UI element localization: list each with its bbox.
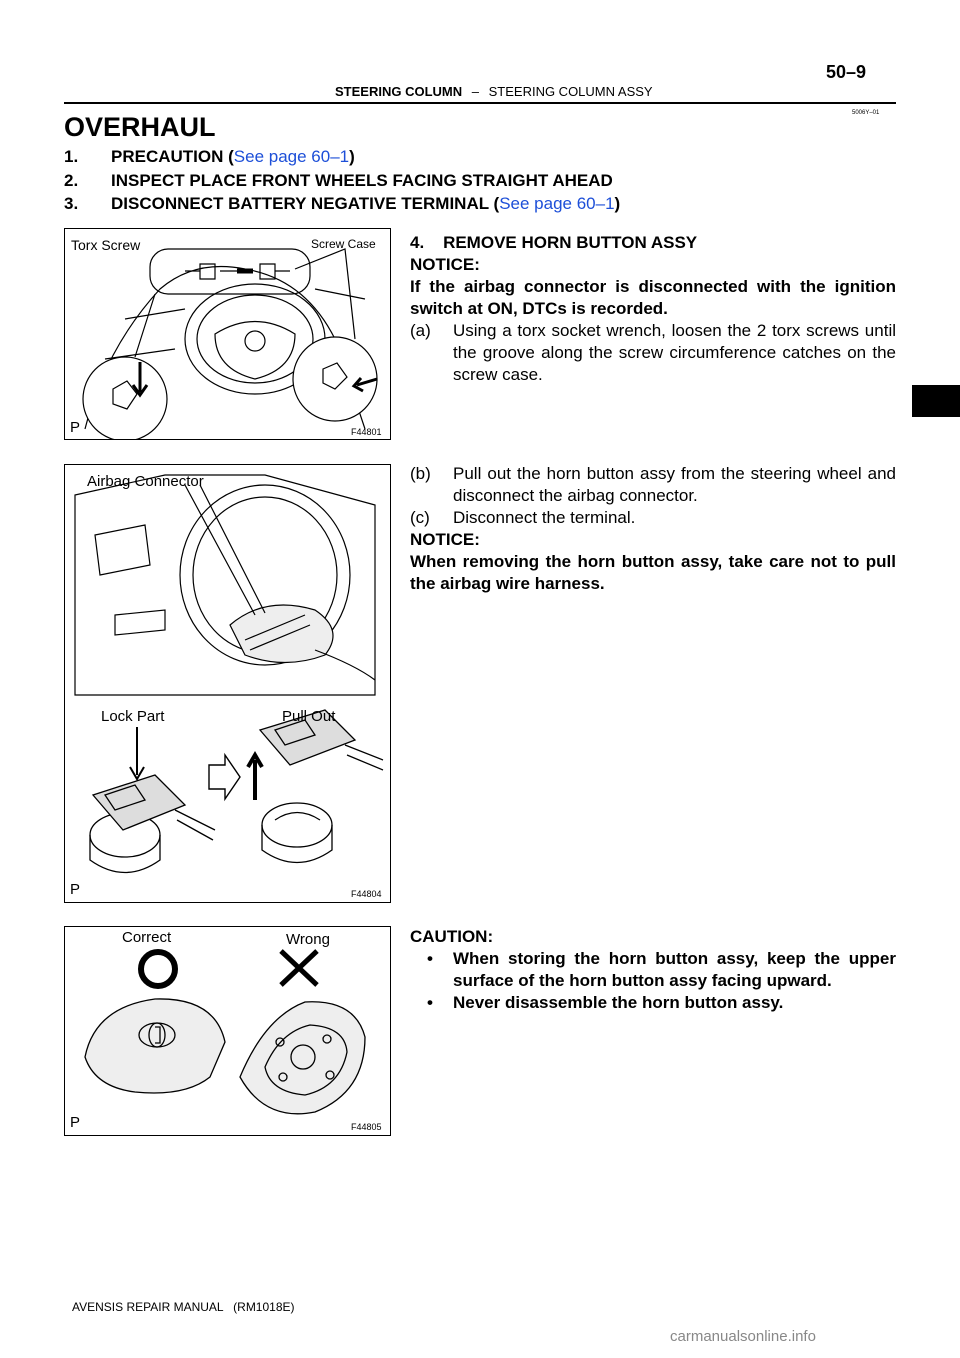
label-pull-out: Pull Out [282, 708, 336, 725]
watermark: carmanualsonline.info [670, 1328, 816, 1345]
substep-b [410, 463, 896, 507]
running-header [335, 84, 653, 99]
caution-text: When storing the horn button assy, keep the upper surface of the horn button assy facing upward. [453, 949, 896, 990]
substep-text: Pull out the horn button assy from the steering wheel and disconnect the airbag connector. [453, 464, 896, 505]
label-screw-case: Screw Case [311, 237, 376, 251]
figure-code: F44805 [351, 1122, 382, 1132]
substep-c [410, 507, 896, 529]
figure-code: F44801 [351, 427, 382, 437]
figure-p-mark: P [70, 419, 81, 436]
substep-text: Using a torx socket wrench, loosen the 2 torx screws until the groove along the screw circumference catches on the screw case. [453, 321, 896, 384]
step-number: 3. [64, 194, 79, 213]
bullet-icon: • [427, 949, 433, 968]
label-airbag-connector: Airbag Connector [87, 473, 204, 490]
step-tail: ) [614, 194, 621, 213]
caution-block [410, 926, 896, 1014]
label-wrong: Wrong [286, 931, 330, 948]
steering-wheel-illustration [65, 229, 390, 439]
notice-title: NOTICE: [410, 530, 480, 549]
section-4-block-1 [410, 232, 896, 386]
notice-title: NOTICE: [410, 255, 480, 274]
caution-title: CAUTION: [410, 927, 494, 946]
footer-manual-name: AVENSIS REPAIR MANUAL (RM1018E) [72, 1300, 295, 1314]
step-text: INSPECT PLACE FRONT WHEELS FACING STRAIGHT AHEAD [111, 171, 613, 190]
step-number: 1. [64, 147, 79, 166]
section-heading: 4. REMOVE HORN BUTTON ASSY [410, 233, 698, 252]
header-separator: – [471, 84, 479, 99]
substep-mark: (a) [410, 321, 431, 340]
substep-text: Disconnect the terminal. [453, 508, 636, 527]
caution-item-2 [410, 992, 896, 1014]
label-torx-screw: Torx Screw [71, 237, 141, 253]
step-1 [64, 147, 355, 167]
step-tail: ) [349, 147, 355, 166]
header-section: STEERING COLUMN [335, 84, 463, 99]
figure-p-mark: P [70, 1114, 81, 1131]
document-code: 5006Y–01 [852, 110, 880, 116]
substep-mark: (c) [410, 508, 430, 527]
substep-a [410, 320, 896, 386]
notice-text: When removing the horn button assy, take care not to pull the airbag wire harness. [410, 552, 896, 593]
horn-button-storage-illustration [65, 927, 390, 1135]
horn-button-removal-illustration [65, 465, 390, 902]
header-subsection: STEERING COLUMN ASSY [488, 84, 653, 99]
page-title: OVERHAUL [64, 112, 216, 142]
section-4-block-2 [410, 463, 896, 595]
see-page-link[interactable]: See page 60–1 [233, 147, 350, 166]
section-tab-marker [912, 385, 960, 417]
page-number: 50–9 [826, 62, 867, 82]
label-lock-part: Lock Part [101, 708, 165, 725]
step-text: DISCONNECT BATTERY NEGATIVE TERMINAL ( [111, 194, 500, 213]
step-3 [64, 194, 620, 214]
figure-torx-screw [64, 228, 391, 440]
figure-code: F44804 [351, 889, 382, 899]
figure-p-mark: P [70, 881, 81, 898]
substep-mark: (b) [410, 464, 431, 483]
figure-airbag-connector [64, 464, 391, 903]
see-page-link[interactable]: See page 60–1 [499, 194, 615, 213]
caution-item-1 [410, 948, 896, 992]
wrong-cross-icon [281, 951, 317, 985]
caution-text: Never disassemble the horn button assy. [453, 993, 784, 1012]
label-correct: Correct [122, 929, 172, 946]
correct-circle-icon [141, 952, 175, 986]
notice-text: If the airbag connector is disconnected with the ignition switch at ON, DTCs is recorded. [410, 277, 896, 318]
figure-correct-wrong [64, 926, 391, 1136]
step-2 [64, 171, 613, 191]
bullet-icon: • [427, 993, 433, 1012]
header-rule [64, 102, 896, 104]
step-number: 2. [64, 171, 79, 190]
step-text: PRECAUTION ( [111, 147, 234, 166]
